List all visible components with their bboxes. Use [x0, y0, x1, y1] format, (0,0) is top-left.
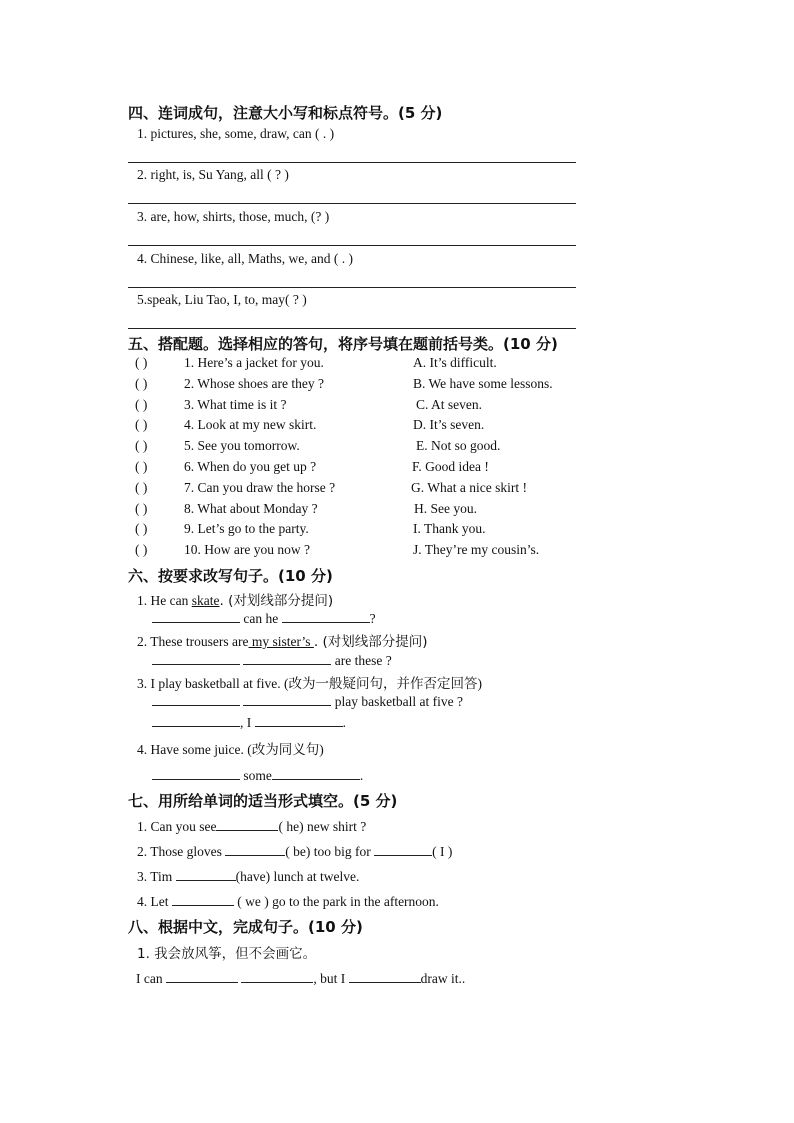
blank[interactable] [255, 713, 343, 727]
answer-line-4[interactable] [128, 287, 576, 288]
blank[interactable] [243, 651, 331, 665]
match-answer: D. It’s seven. [413, 417, 485, 433]
sec7-q3-a: 3. Tim [137, 869, 176, 884]
answer-paren[interactable]: ( ) [135, 542, 148, 558]
sec4-item-5: 5.speak, Liu Tao, I, to, may( ? ) [137, 292, 307, 307]
sec6-q3-reply [152, 713, 346, 731]
blank[interactable] [374, 842, 432, 856]
section-5-title: 五、搭配题。选择相应的答句，将序号填在题前括号类。(10 分) [128, 335, 558, 353]
section-4-title: 四、连词成句，注意大小写和标点符号。(5 分) [128, 104, 443, 122]
sec8-q1-chinese: 1. 我会放风筝，但不会画它。 [137, 946, 317, 962]
sec4-item-4: 4. Chinese, like, all, Maths, we, and ( . ) [137, 251, 353, 266]
match-answer: J. They’re my cousin’s. [413, 542, 540, 558]
blank[interactable] [216, 817, 278, 831]
section-7-title: 七、用所给单词的适当形式填空。(5 分) [128, 792, 398, 810]
match-answer: I. Thank you. [413, 521, 486, 537]
sec6-q1-pre: 1. He can [137, 593, 192, 608]
sec7-q2-b: ( be) too big for [285, 844, 375, 859]
sec8-q1-a: I can [136, 971, 166, 986]
match-question: 10. How are you now ? [184, 542, 310, 558]
answer-paren[interactable]: ( ) [135, 479, 148, 495]
sec6-q2 [137, 630, 427, 650]
section-6-title: 六、按要求改写句子。(10 分) [128, 567, 333, 585]
match-question: 1. Here’s a jacket for you. [184, 355, 324, 370]
match-answer: E. Not so good. [416, 438, 501, 454]
sec6-q1 [137, 589, 333, 609]
sec7-q1-a: 1. Can you see [137, 819, 217, 834]
sec6-q4: 4. Have some juice. (改为同义句) [137, 742, 324, 757]
sec6-q1-mid: can he [240, 611, 282, 626]
sec8-q1-b: , but I [313, 971, 349, 986]
sec6-q1-underlined: skate [191, 593, 220, 608]
sec6-q3: 3. I play basketball at five. (改为一般疑问句，并作否定回答) [137, 676, 482, 691]
blank[interactable] [282, 609, 370, 623]
match-question: 5. See you tomorrow. [184, 438, 300, 454]
match-question: 9. Let’s go to the party. [184, 521, 309, 537]
answer-paren[interactable]: ( ) [135, 375, 148, 391]
answer-paren[interactable]: ( ) [135, 396, 148, 412]
sec6-q4-answer [152, 766, 363, 784]
answer-paren[interactable]: ( ) [135, 417, 148, 433]
sec7-q4-b: ( we ) go to the park in the afternoon. [233, 894, 439, 909]
blank[interactable] [152, 692, 240, 706]
sec6-q3-answer [152, 692, 463, 710]
match-question: 3. What time is it ? [184, 396, 287, 412]
match-answer: G. What a nice skirt ! [411, 479, 527, 495]
blank[interactable] [349, 969, 421, 983]
sec6-q3-reply-end: . [342, 715, 346, 730]
blank[interactable] [243, 692, 331, 706]
sec6-q4-end: . [359, 768, 364, 783]
answer-line-3[interactable] [128, 245, 576, 246]
answer-paren[interactable]: ( ) [135, 438, 148, 454]
sec7-q1 [137, 817, 366, 835]
match-question: 8. What about Monday ? [184, 500, 318, 516]
sec8-q1-c: draw it.. [420, 971, 466, 986]
sec6-q2-pre: 2. These trousers are [137, 634, 249, 649]
answer-paren[interactable]: ( ) [135, 459, 148, 474]
sec7-q4-a: 4. Let [137, 894, 172, 909]
sec6-q2-post: . (对划线部分提问) [313, 634, 428, 650]
sec7-q2-c: ( I ) [432, 844, 453, 859]
blank[interactable] [272, 766, 360, 780]
sec4-item-3: 3. are, how, shirts, those, much, (? ) [137, 209, 330, 224]
match-question: 7. Can you draw the horse ? [184, 479, 336, 495]
answer-line-1[interactable] [128, 162, 576, 163]
match-question: 2. Whose shoes are they ? [184, 375, 324, 391]
sec6-q4-mid: some [240, 768, 272, 783]
section-8-title: 八、根据中文，完成句子。(10 分) [128, 918, 363, 936]
blank[interactable] [176, 867, 236, 881]
sec7-q2 [137, 842, 452, 860]
blank[interactable] [152, 609, 240, 623]
match-answer: F. Good idea ! [412, 459, 489, 474]
blank[interactable] [152, 651, 240, 665]
answer-line-2[interactable] [128, 203, 576, 204]
sec4-item-1: 1. pictures, she, some, draw, can ( . ) [137, 126, 335, 141]
answer-paren[interactable]: ( ) [135, 500, 148, 516]
sec7-q1-b: ( he) new shirt ? [278, 819, 367, 834]
sec6-q3-end: play basketball at five ? [331, 694, 463, 709]
match-question: 4. Look at my new skirt. [184, 417, 317, 433]
sec6-q2-answer [152, 651, 392, 669]
sec7-q3-b: (have) lunch at twelve. [235, 869, 360, 884]
blank[interactable] [225, 842, 285, 856]
match-answer: A. It’s difficult. [413, 355, 497, 370]
match-answer: H. See you. [414, 500, 477, 516]
sec6-q3-mid: , I [240, 715, 255, 730]
match-answer: B. We have some lessons. [413, 375, 553, 391]
blank[interactable] [152, 766, 240, 780]
answer-line-5[interactable] [128, 328, 576, 329]
match-question: 6. When do you get up ? [184, 459, 317, 474]
sec7-q3 [137, 867, 359, 885]
sec7-q2-a: 2. Those gloves [137, 844, 226, 859]
match-answer: C. At seven. [416, 396, 482, 412]
sec6-q1-end: ? [369, 611, 376, 626]
sec6-q1-answer [152, 609, 376, 627]
answer-paren[interactable]: ( ) [135, 521, 148, 537]
blank[interactable] [241, 969, 313, 983]
answer-paren[interactable]: ( ) [135, 355, 148, 370]
blank[interactable] [152, 713, 240, 727]
sec6-q2-underlined: my sister’s [248, 634, 314, 649]
blank[interactable] [166, 969, 238, 983]
sec6-q2-end: are these ? [331, 653, 392, 668]
sec6-q1-post: . (对划线部分提问) [219, 593, 334, 609]
sec4-item-2: 2. right, is, Su Yang, all ( ? ) [137, 167, 289, 182]
sec7-q4 [137, 892, 439, 910]
sec8-q1 [136, 969, 465, 987]
blank[interactable] [172, 892, 234, 906]
